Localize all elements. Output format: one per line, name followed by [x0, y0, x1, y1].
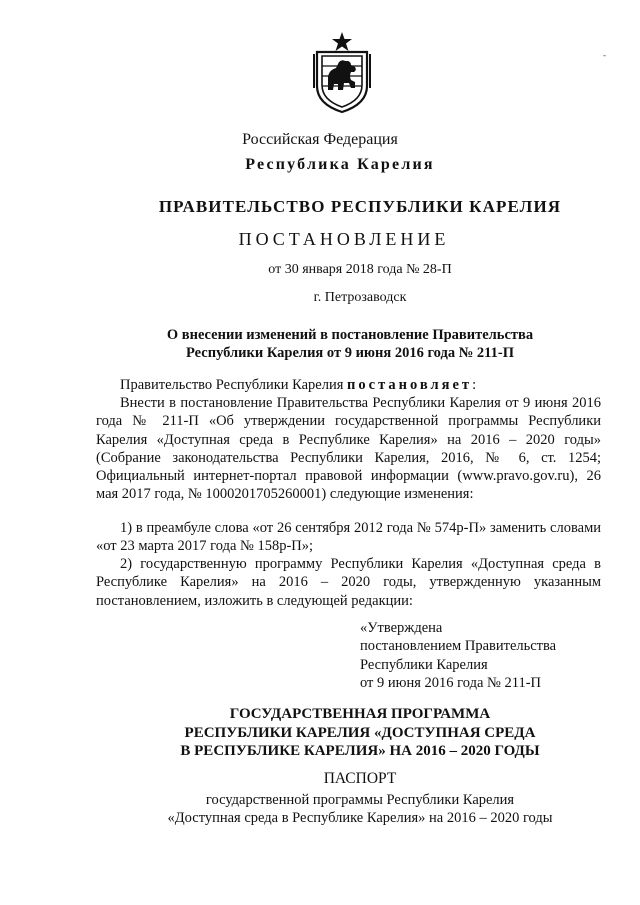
program-title-line-2: РЕСПУБЛИКИ КАРЕЛИЯ «ДОСТУПНАЯ СРЕДА	[184, 724, 536, 741]
preamble-colon: :	[472, 377, 477, 393]
preamble	[96, 376, 601, 394]
subject-line-1: О внесении изменений в постановление Правительства	[166, 327, 534, 343]
passport-subtitle	[100, 791, 620, 828]
approval-line-1: «Утверждена	[360, 620, 443, 636]
country-name: Российская Федерация	[242, 131, 398, 148]
document-type: ПОСТАНОВЛЕНИЕ	[238, 229, 450, 249]
document-subject	[150, 326, 550, 362]
approval-line-3: Республики Карелия	[360, 656, 488, 673]
margin-mark: -	[603, 50, 606, 60]
passport-title: ПАСПОРТ	[323, 770, 397, 787]
program-title	[130, 705, 590, 761]
republic-name: Республика Карелия	[245, 156, 435, 173]
approval-line-2: постановлением Правительства	[360, 638, 557, 655]
paragraph-item-2: 2) государственную программу Республики Карелия «Доступная среда в Республике Карелия» на 2016 – 2020 годы, утвержденную указанным постановлением, изложить в следующей редакции:	[96, 556, 601, 609]
preamble-verb: постановляет	[347, 377, 473, 393]
approval-line-4: от 9 июня 2016 года № 211-П	[360, 674, 541, 691]
government-name: ПРАВИТЕЛЬСТВО РЕСПУБЛИКИ КАРЕЛИЯ	[158, 197, 562, 216]
program-title-line-1: ГОСУДАРСТВЕННАЯ ПРОГРАММА	[229, 706, 491, 722]
passport-subtitle-line-2: «Доступная среда в Республике Карелия» на 2016 – 2020 годы	[167, 810, 553, 827]
passport-subtitle-line-1: государственной программы Республики Карелия	[205, 792, 515, 808]
program-title-line-3: В РЕСПУБЛИКЕ КАРЕЛИЯ» НА 2016 – 2020 ГОДЫ	[180, 743, 540, 759]
subject-line-2: Республики Карелия от 9 июня 2016 года № 211-П	[186, 345, 514, 361]
document-city: г. Петрозаводск	[313, 290, 407, 305]
paragraph-main: Внести в постановление Правительства Республики Карелия от 9 июня 2016 года № 211-П «Об утверждении государственной программы Республики Карелия «Доступная среда в Республике Карелия» на 2016 – 2020 годы» (Собрание законодательства Республики Карелия, 2016, № 6, ст. 1254; Официальный интернет-портал правовой информации (www.pravo.gov.ru), 26 мая 2017 года, № 1000201705260001) следующие изменения:	[96, 395, 601, 503]
document-date: от 30 января 2018 года № 28-П	[268, 262, 452, 277]
approval-stamp-block	[360, 619, 556, 692]
preamble-text: Правительство Республики Карелия	[120, 377, 348, 393]
paragraph-item-1: 1) в преамбуле слова «от 26 сентября 2012 года № 574р-П» заменить словами «от 23 марта 2017 года № 158р-П»;	[96, 520, 601, 555]
karelia-coat-of-arms-icon	[311, 30, 373, 114]
